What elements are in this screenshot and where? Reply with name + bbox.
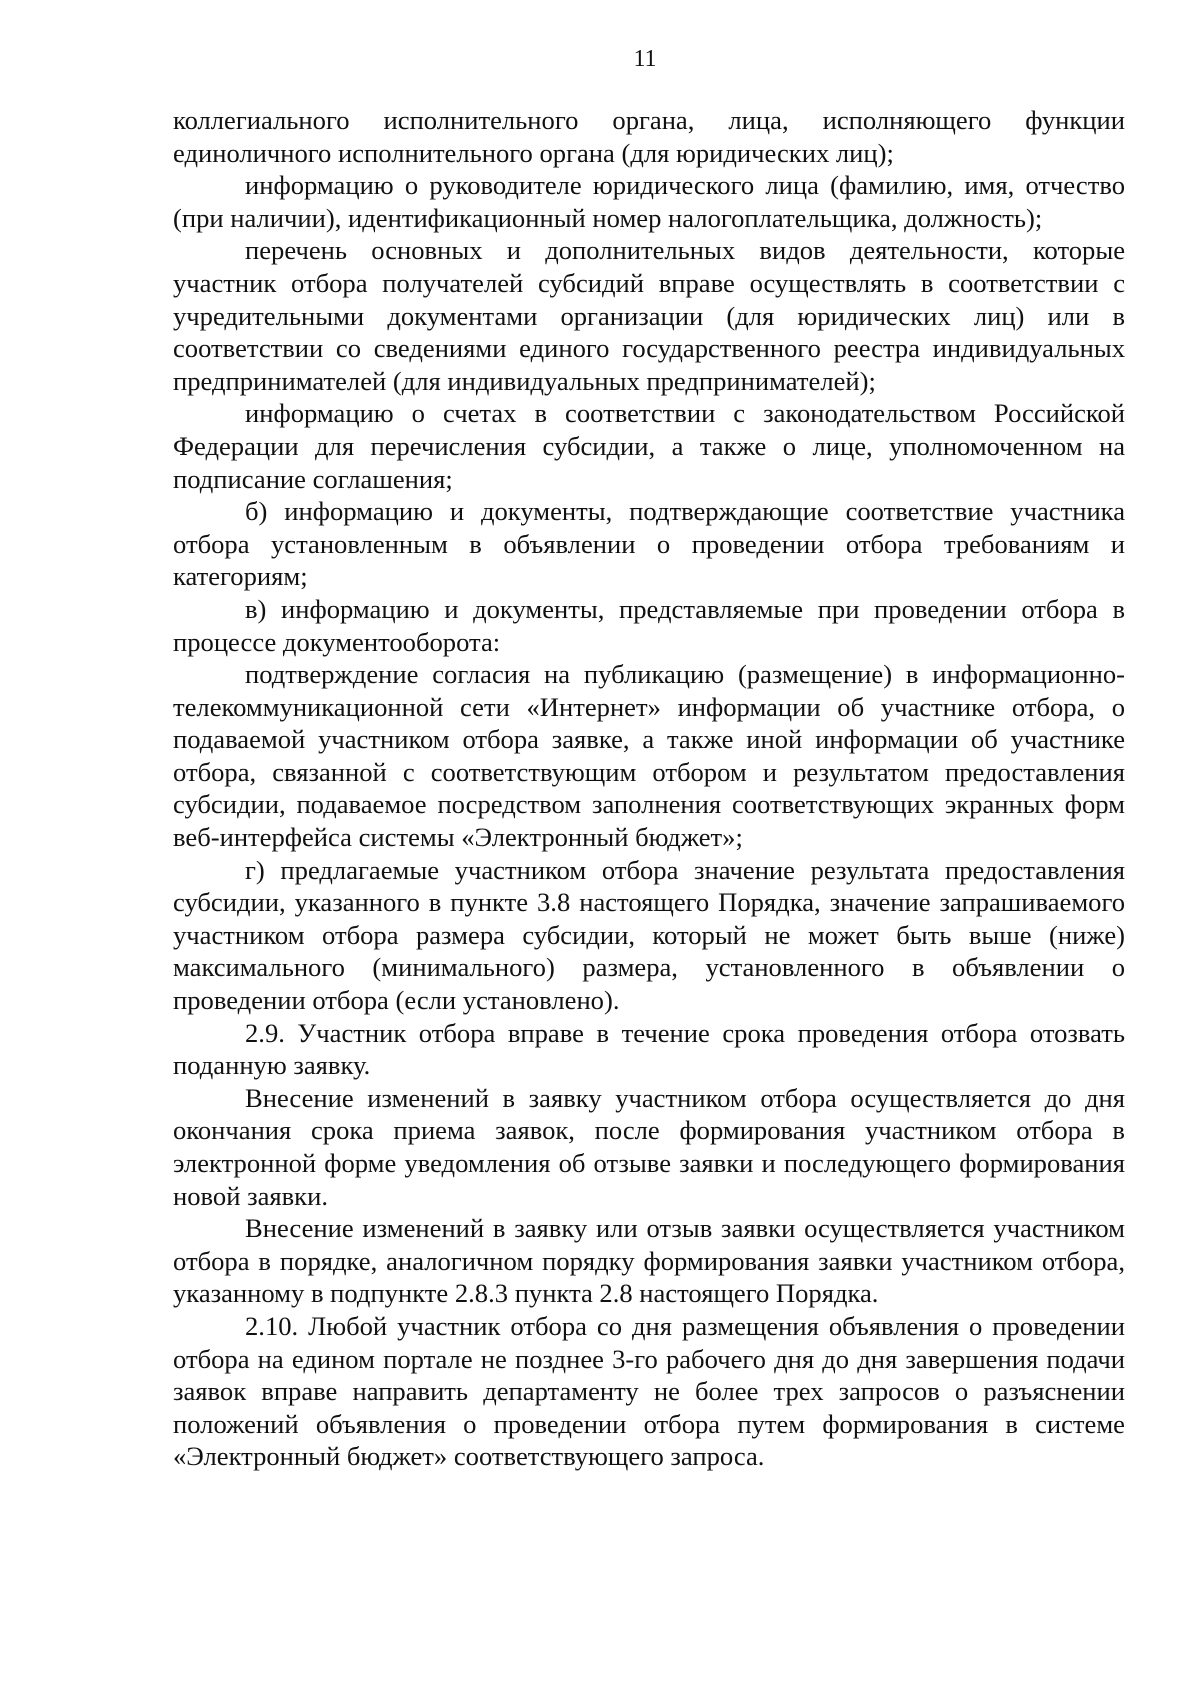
- paragraph-changes-or-withdrawal: Внесение изменений в заявку или отзыв заявки осуществляется участником отбора в порядке, аналогичном порядку формирования заявки участником отбора, указанному в подпункте 2.8.3 пункта 2.8 настоящего Порядка.: [173, 1213, 1125, 1309]
- document-body: [173, 104, 1125, 1473]
- paragraph-2-9: 2.9. Участник отбора вправе в течение срока проведения отбора отозвать поданную заявку.: [173, 1017, 1125, 1081]
- paragraph-consent: подтверждение согласия на публикацию (размещение) в информационно-телекоммуникационной сети «Интернет» информации об участнике отбора, о подаваемой участником отбора заявке, а также иной информации об участнике отбора, связанной с соответствующим отбором и результатом предоставления субсидии, подаваемое посредством заполнения соответствующих экранных форм веб-интерфейса системы «Электронный бюджет»;: [173, 659, 1125, 853]
- paragraph-item-b: б) информацию и документы, подтверждающие соответствие участника отбора установленным в объявлении о проведении отбора требованиям и категориям;: [173, 496, 1125, 592]
- paragraph-item-v: в) информацию и документы, представляемые при проведении отбора в процессе документооборота:: [173, 593, 1125, 657]
- page-number: 11: [633, 46, 657, 72]
- paragraph-continuation: коллегиального исполнительного органа, лица, исполняющего функции единоличного исполнительного органа (для юридических лиц);: [173, 105, 1125, 168]
- paragraph-2-10: 2.10. Любой участник отбора со дня размещения объявления о проведении отбора на едином портале не позднее 3-го рабочего дня до дня завершения подачи заявок вправе направить департаменту не более трех запросов о разъяснении положений объявления о проведении отбора путем формирования в системе «Электронный бюджет» соответствующего запроса.: [173, 1310, 1125, 1472]
- paragraph-changes: Внесение изменений в заявку участником отбора осуществляется до дня окончания срока приема заявок, после формирования участником отбора в электронной форме уведомления об отзыве заявки и последующего формирования новой заявки.: [173, 1082, 1125, 1211]
- paragraph-item-g: г) предлагаемые участником отбора значение результата предоставления субсидии, указанного в пункте 3.8 настоящего Порядка, значение запрашиваемого участником отбора размера субсидии, который не может быть выше (ниже) максимального (минимального) размера, установленного в объявлении о проведении отбора (если установлено).: [173, 854, 1125, 1016]
- paragraph-activities-list: перечень основных и дополнительных видов деятельности, которые участник отбора получателей субсидий вправе осуществлять в соответствии с учредительными документами организации (для юридических лиц) или в соответствии со сведениями единого государственного реестра индивидуальных предпринимателей (для индивидуальных предпринимателей);: [173, 235, 1125, 396]
- paragraph-head-info: информацию о руководителе юридического лица (фамилию, имя, отчество (при наличии), идентификационный номер налогоплательщика, должность);: [173, 170, 1125, 233]
- paragraph-accounts-info: информацию о счетах в соответствии с законодательством Российской Федерации для перечисления субсидии, а также о лице, уполномоченном на подписание соглашения;: [173, 398, 1125, 494]
